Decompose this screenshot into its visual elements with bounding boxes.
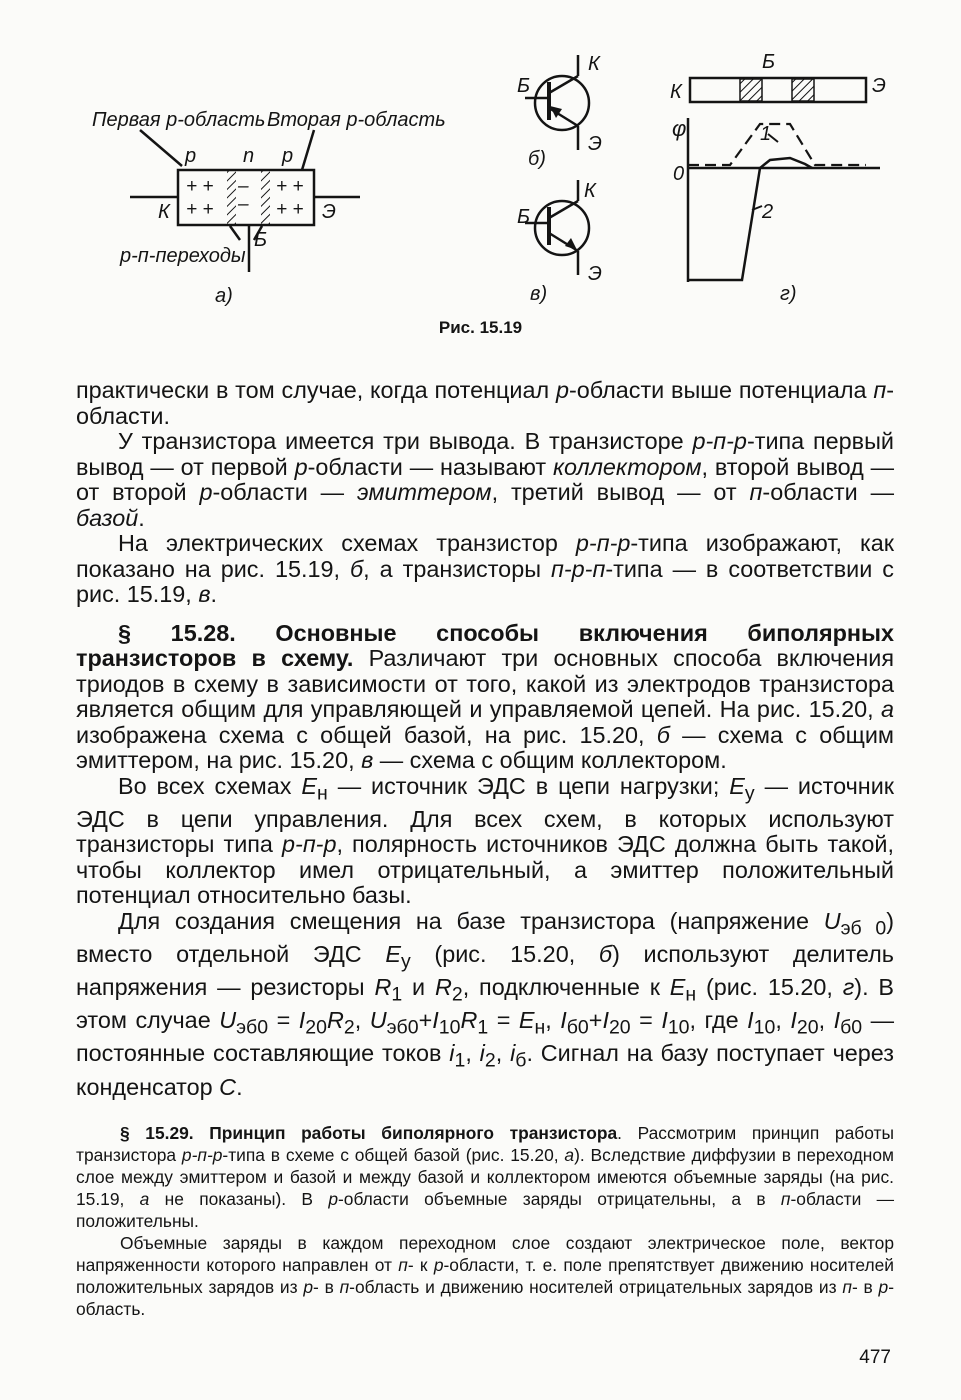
label-terminal-e: Э — [322, 201, 336, 223]
g-label-phi: φ — [672, 116, 687, 141]
page-number: 477 — [859, 1347, 891, 1368]
diagram-v-npn-symbol — [517, 180, 602, 305]
figure-caption: Рис. 15.19 — [438, 318, 523, 337]
paragraph-terminals: У транзистора имеется три вывода. В транзисторе р-п-р-типа первый вывод — от первой р-области — называют коллектором, второй вывод — от второй р-области — эмиттером, третий вывод — от п-области — базой. — [76, 428, 895, 531]
sublabel-g: г) — [780, 283, 797, 305]
body-small-text — [76, 1122, 894, 1320]
paragraph-emf-sources: Во всех схемах $Е_н$ — источник ЭДС в цепи нагрузки; $Е_у$ — источник ЭДС в цепи управления. Для всех схем, в которых используют транзисторы типа р-п-р, полярность источников ЭДС должна быть такой, чтобы коллектор имел отрицательный, а эмиттер положительный потенциал относительно базы. — [76, 772, 895, 909]
paragraph-section-15-29: § 15.29. Принцип работы биполярного транзистора. Рассмотрим принцип работы транзистора р-п-р-типа в схеме с общей базой (рис. 15.20, а). Вследствие диффузии в переходном слое между эмиттером и базой и между базой и коллектором имеются объемные заряды (на рис. 15.19, а не показаны). В р-области объемные заряды отрицательны, а в п-области — положительны. — [76, 1123, 895, 1231]
v-label-k: К — [584, 180, 596, 202]
svg-text:+ +: + + — [186, 176, 214, 197]
svg-text:+ +: + + — [186, 199, 214, 220]
sublabel-a: а) — [215, 285, 233, 307]
g-label-e: Э — [872, 75, 886, 97]
label-terminal-k: К — [158, 201, 170, 223]
paragraph-continuation: практически в том случае, когда потенциал р-области выше потенциала п-области. — [76, 377, 894, 429]
paragraph-space-charge: Объемные заряды в каждом переходном слое создают электрическое поле, вектор напряженности которого направлен от п- к р-области, т. е. поле препятствует движению носителей положительных зарядов из р- в п-область и движению носителей отрицательных зарядов из п- в р-область. — [76, 1233, 894, 1319]
g-label-curve2: 2 — [762, 201, 774, 223]
sublabel-b: б) — [528, 148, 546, 170]
g-label-zero: 0 — [673, 163, 685, 185]
label-junctions: р-п-переходы — [120, 245, 246, 267]
diagram-a-structure — [92, 109, 446, 307]
b-label-e: Э — [588, 133, 602, 155]
figure-15-19 — [0, 0, 961, 360]
paragraph-symbols: На электрических схемах транзистор р-п-р-типа изображают, как показано на рис. 15.19, б, а транзисторы п-р-п-типа — в соответствии с рис. 15.19, в. — [76, 530, 894, 607]
section-15-29-heading: § 15.29. Принцип работы биполярного транзистора — [120, 1123, 618, 1143]
diagram-b-pnp-symbol — [517, 53, 602, 170]
b-label-b: Б — [517, 75, 531, 97]
section-15-28-heading: § 15.28. Основные способы включения биполярных транзисторов в схему. — [76, 619, 894, 671]
label-layer-p2: p — [282, 145, 294, 167]
g-label-b: Б — [762, 51, 776, 73]
g-label-curve1: 1 — [760, 123, 772, 145]
svg-text:+ +: + + — [276, 199, 304, 220]
label-second-p-region: Вторая р-область — [267, 109, 446, 131]
label-layer-p1: p — [185, 145, 197, 167]
svg-text:–: – — [238, 194, 249, 215]
svg-text:–: – — [238, 176, 249, 197]
svg-text:+ +: + + — [276, 176, 304, 197]
paragraph-bias: Для создания смещения на базе транзистора (напряжение $U_{эб 0}$) вместо отдельной ЭДС $Е_у$ (рис. 15.20, б) используют делитель напряжения — резисторы $R_1$ и $R_2$, подключенные к $Е_н$ (рис. 15.20, г). В этом случае $U_{эб0} = I_{20}R_2$, $U_{эб0}+I_{10}R_1 = Е_н$, $I_{б0}+I_{20} = I_{10}$, где $I_{10}$, $I_{20}$, $I_{б0}$ — постоянные составляющие токов $i_1$, $i_2$, $i_б$. Сигнал на базу поступает через конденсатор С. — [76, 907, 894, 1100]
label-first-p-region: Первая р-область — [92, 109, 266, 131]
b-label-k: К — [588, 53, 600, 75]
body-large-text — [76, 378, 894, 1100]
diagram-g-potential — [670, 51, 886, 305]
sublabel-v: в) — [530, 283, 548, 305]
label-layer-n: n — [243, 145, 255, 167]
v-label-e: Э — [588, 263, 602, 285]
v-label-b: Б — [517, 206, 531, 228]
label-terminal-b: Б — [254, 229, 268, 251]
paragraph-section-15-28: § 15.28. Основные способы включения биполярных транзисторов в схему. Различают три основных способа включения триодов в схему в зависимости от того, какой из электродов транзистора является общим для управляющей и управляемой цепей. На рис. 15.20, а изображена схема с общей базой, на рис. 15.20, б — схема с общим эмиттером, на рис. 15.20, в — схема с общим коллектором. — [76, 619, 894, 773]
g-label-k: К — [670, 81, 682, 103]
